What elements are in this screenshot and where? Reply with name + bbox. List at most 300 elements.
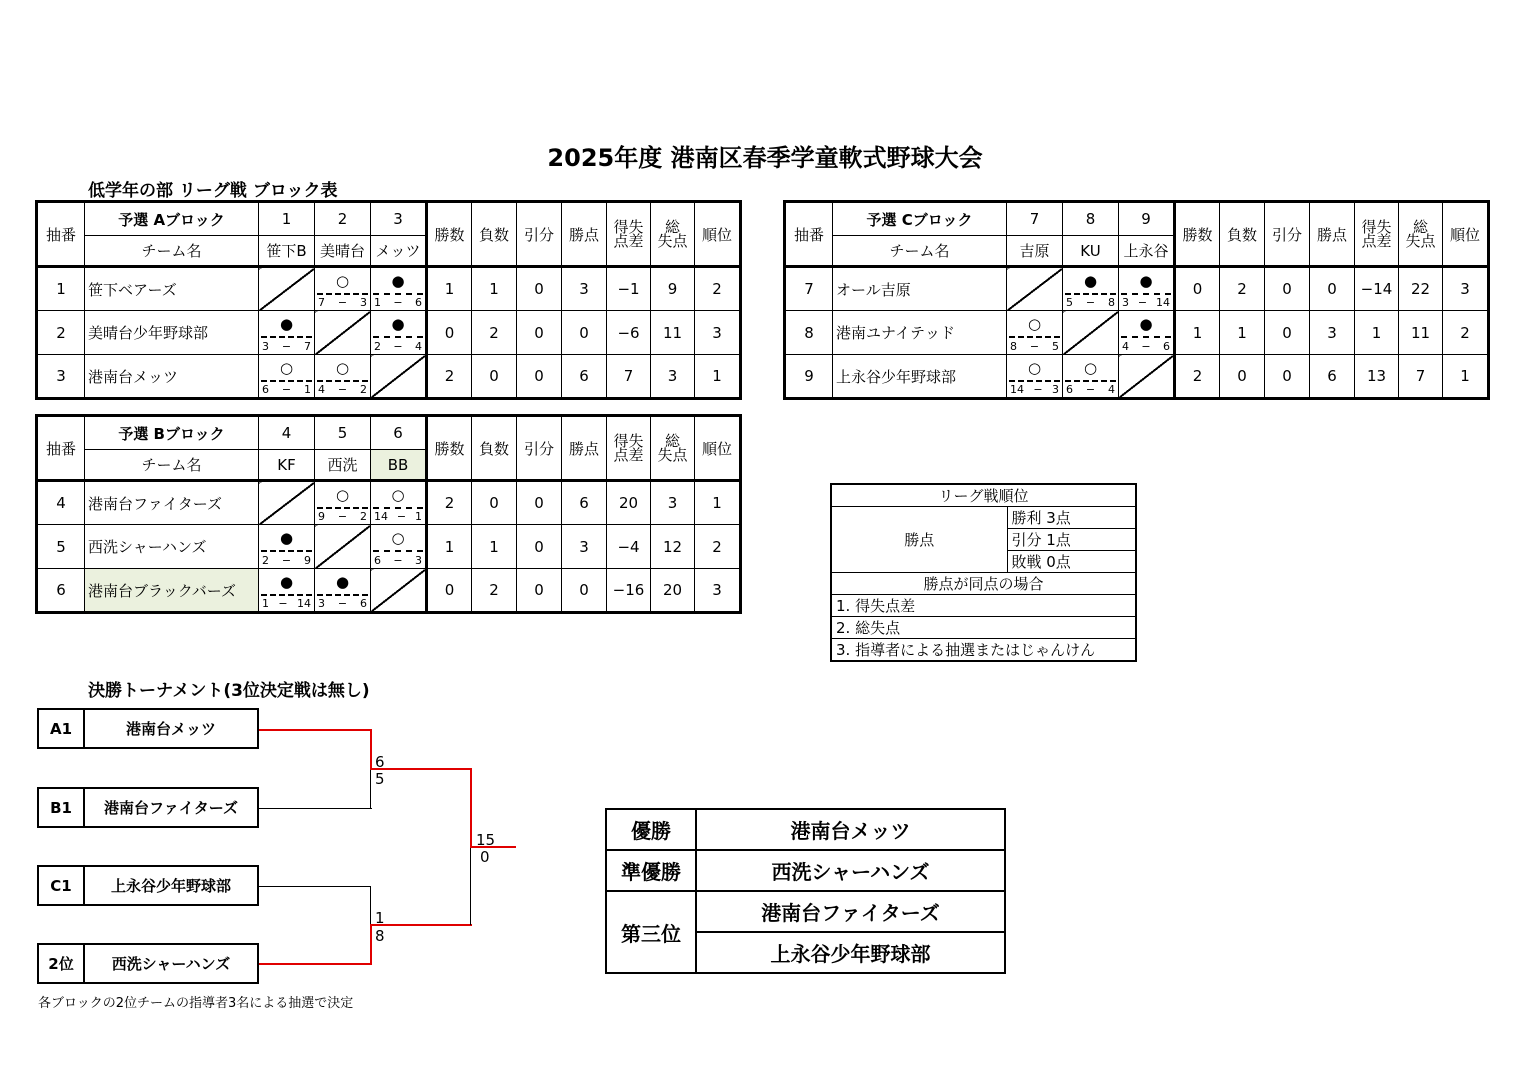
draw-number: 8 xyxy=(785,311,833,355)
rules-tie-3: 3. 指導者による抽選またはじゃんけん xyxy=(831,639,1136,662)
score-against: 3 xyxy=(415,554,422,567)
total-conceded-value: 7 xyxy=(1399,355,1443,399)
team-name: 港南ユナイテッド xyxy=(833,311,1007,355)
rules-points-label: 勝点 xyxy=(831,507,1007,573)
match-score xyxy=(374,510,422,523)
draws-value: 0 xyxy=(517,311,562,355)
match-result-cell xyxy=(1007,311,1063,355)
score-for: 2 xyxy=(262,554,269,567)
rank-header: 順位 xyxy=(695,202,741,267)
match-score xyxy=(1122,296,1170,309)
match-result-cell xyxy=(1119,267,1175,311)
block-label: 予選 Aブロック xyxy=(85,202,259,236)
match-score xyxy=(318,383,367,396)
score-for: 6 xyxy=(1066,383,1073,396)
result-mark: ○ xyxy=(391,529,405,547)
match-result-cell xyxy=(259,569,315,613)
result-divider xyxy=(261,594,312,596)
score-separator: − xyxy=(281,554,292,567)
team-name: 上永谷少年野球部 xyxy=(110,877,231,895)
final-score-bottom: 0 xyxy=(480,848,490,866)
rank-value: 3 xyxy=(1443,267,1489,311)
score-for: 3 xyxy=(1122,296,1129,309)
score-against: 5 xyxy=(1052,340,1059,353)
result-mark: ○ xyxy=(335,486,350,504)
score-for: 14 xyxy=(374,510,388,523)
final-results-table xyxy=(605,808,1006,974)
losses-value: 0 xyxy=(472,481,517,525)
rules-loss: 敗戦 0点 xyxy=(1007,551,1136,573)
champion-team: 港南台メッツ xyxy=(696,809,1005,850)
match-result-cell xyxy=(315,267,371,311)
tournament-entry xyxy=(37,865,259,906)
score-against: 3 xyxy=(360,296,367,309)
losses-value: 1 xyxy=(472,525,517,569)
semi2-score-top: 1 xyxy=(375,909,385,927)
score-for: 2 xyxy=(374,340,381,353)
score-separator: − xyxy=(1085,296,1096,309)
match-result-cell xyxy=(259,525,315,569)
match-score xyxy=(1010,383,1059,396)
match-result-cell xyxy=(371,525,427,569)
score-against: 6 xyxy=(1163,340,1170,353)
team-name: オール吉原 xyxy=(833,267,1007,311)
tournament-title: 決勝トーナメント(3位決定戦は無し) xyxy=(88,681,370,701)
match-score xyxy=(374,340,422,353)
total-conceded-value: 12 xyxy=(651,525,695,569)
score-separator: − xyxy=(1085,383,1096,396)
result-mark: ● xyxy=(279,529,294,547)
rank-value: 3 xyxy=(695,311,741,355)
draws-value: 0 xyxy=(517,355,562,399)
score-separator: − xyxy=(337,597,348,610)
draw-number: 2 xyxy=(37,311,85,355)
third-team-1: 港南台ファイターズ xyxy=(696,891,1005,932)
points-value: 3 xyxy=(562,267,607,311)
score-against: 3 xyxy=(1052,383,1059,396)
points-value: 0 xyxy=(562,569,607,613)
match-result-cell xyxy=(315,569,371,613)
wins-value: 1 xyxy=(427,267,472,311)
league-block-table xyxy=(783,200,1490,400)
rank-value: 3 xyxy=(695,569,741,613)
points-value: 3 xyxy=(1310,311,1355,355)
team-name: 西洗シャーハンズ xyxy=(111,955,231,973)
rank-value: 1 xyxy=(1443,355,1489,399)
league-block-table xyxy=(35,200,742,400)
match-result-cell xyxy=(259,311,315,355)
rank-value: 2 xyxy=(695,525,741,569)
team-row xyxy=(37,355,741,399)
result-mark: ● xyxy=(391,315,405,333)
losses-value: 2 xyxy=(472,311,517,355)
total-conceded-value: 20 xyxy=(651,569,695,613)
score-separator: − xyxy=(337,510,348,523)
result-mark: ○ xyxy=(1027,315,1042,333)
match-score xyxy=(262,383,311,396)
score-separator: − xyxy=(396,510,407,523)
score-separator: − xyxy=(1033,383,1043,396)
result-mark: ○ xyxy=(335,272,350,290)
stat-header: 負数 xyxy=(1220,202,1265,267)
result-divider xyxy=(373,336,423,338)
opponent-number: 3 xyxy=(371,202,427,236)
score-for: 7 xyxy=(318,296,325,309)
rules-win: 勝利 3点 xyxy=(1007,507,1136,529)
league-block-table xyxy=(35,414,742,614)
goal-diff-value: −16 xyxy=(607,569,651,613)
tournament-entry xyxy=(37,787,259,828)
tournament-entry xyxy=(37,708,259,749)
score-separator: − xyxy=(393,340,403,353)
draws-value: 0 xyxy=(517,267,562,311)
team-name: 港南台ファイターズ xyxy=(85,481,259,525)
score-separator: − xyxy=(281,383,292,396)
rules-draw: 引分 1点 xyxy=(1007,529,1136,551)
result-divider xyxy=(373,293,423,295)
bracket-line-winner xyxy=(259,729,372,731)
match-score xyxy=(374,554,422,567)
goal-diff-value: −14 xyxy=(1355,267,1399,311)
stat-header: 勝点 xyxy=(562,202,607,267)
goal-diff-header: 得失 点差 xyxy=(607,202,651,267)
draws-value: 0 xyxy=(517,525,562,569)
total-conceded-header: 総 失点 xyxy=(651,416,695,481)
wins-value: 1 xyxy=(427,525,472,569)
losses-value: 1 xyxy=(472,267,517,311)
bracket-line-winner xyxy=(370,768,472,770)
match-result-cell xyxy=(371,267,427,311)
result-mark: ● xyxy=(279,573,294,591)
result-divider xyxy=(1121,336,1171,338)
opponent-number: 5 xyxy=(315,416,371,450)
opponent-abbr: メッツ xyxy=(371,236,427,267)
bracket-line xyxy=(470,848,471,925)
team-name: 西洗シャーハンズ xyxy=(85,525,259,569)
result-divider xyxy=(317,380,368,382)
points-value: 6 xyxy=(1310,355,1355,399)
result-mark: ● xyxy=(1139,315,1153,333)
seed-label: B1 xyxy=(39,789,85,826)
team-row xyxy=(37,569,741,613)
losses-value: 0 xyxy=(472,355,517,399)
goal-diff-value: 20 xyxy=(607,481,651,525)
rank-value: 2 xyxy=(1443,311,1489,355)
result-mark: ● xyxy=(1083,272,1098,290)
goal-diff-value: 1 xyxy=(1355,311,1399,355)
total-conceded-header: 総 失点 xyxy=(651,202,695,267)
draw-number-header: 抽番 xyxy=(785,202,833,267)
draw-number-header: 抽番 xyxy=(37,202,85,267)
self-match-cell xyxy=(259,481,315,525)
total-conceded-value: 9 xyxy=(651,267,695,311)
result-divider xyxy=(317,594,368,596)
total-conceded-value: 22 xyxy=(1399,267,1443,311)
bracket-line-winner xyxy=(259,963,372,965)
total-conceded-header: 総 失点 xyxy=(1399,202,1443,267)
team-row xyxy=(785,355,1489,399)
losses-value: 1 xyxy=(1220,311,1265,355)
opponent-number: 6 xyxy=(371,416,427,450)
score-against: 2 xyxy=(360,383,367,396)
match-score xyxy=(1066,296,1115,309)
draws-value: 0 xyxy=(517,481,562,525)
wins-value: 0 xyxy=(1175,267,1220,311)
team-name: 上永谷少年野球部 xyxy=(833,355,1007,399)
result-divider xyxy=(1065,380,1116,382)
wins-value: 1 xyxy=(1175,311,1220,355)
match-score xyxy=(318,597,367,610)
match-score xyxy=(262,597,311,610)
result-mark: ○ xyxy=(1027,359,1042,377)
draw-number: 5 xyxy=(37,525,85,569)
match-result-cell xyxy=(315,481,371,525)
result-divider xyxy=(1009,380,1060,382)
result-mark: ○ xyxy=(391,486,405,504)
match-score xyxy=(318,510,367,523)
goal-diff-value: 13 xyxy=(1355,355,1399,399)
match-score xyxy=(262,554,311,567)
opponent-abbr: 西洗 xyxy=(315,450,371,481)
self-match-cell xyxy=(1063,311,1119,355)
rules-tie-1: 1. 得失点差 xyxy=(831,595,1136,617)
result-divider xyxy=(261,380,312,382)
team-name-header: チーム名 xyxy=(85,236,259,267)
score-separator: − xyxy=(281,340,292,353)
page-title: 2025年度 港南区春季学童軟式野球大会 xyxy=(547,144,983,172)
wins-value: 2 xyxy=(427,355,472,399)
runnerup-label: 準優勝 xyxy=(606,850,696,891)
draw-number: 7 xyxy=(785,267,833,311)
stat-header: 勝数 xyxy=(427,202,472,267)
score-against: 8 xyxy=(1108,296,1115,309)
stat-header: 引分 xyxy=(517,202,562,267)
tournament-entry xyxy=(37,943,259,984)
draws-value: 0 xyxy=(1265,355,1310,399)
team-name: 港南台ブラックバーズ xyxy=(85,569,259,613)
points-value: 3 xyxy=(562,525,607,569)
runnerup-team: 西洗シャーハンズ xyxy=(696,850,1005,891)
match-score xyxy=(1122,340,1170,353)
score-separator: − xyxy=(393,296,403,309)
draws-value: 0 xyxy=(517,569,562,613)
match-result-cell xyxy=(1007,355,1063,399)
wins-value: 0 xyxy=(427,569,472,613)
result-divider xyxy=(261,550,312,552)
seed-label: C1 xyxy=(39,867,85,904)
third-team-2: 上永谷少年野球部 xyxy=(696,932,1005,973)
result-divider xyxy=(317,293,368,295)
stat-header: 負数 xyxy=(472,416,517,481)
score-separator: − xyxy=(1029,340,1040,353)
score-for: 4 xyxy=(1122,340,1129,353)
opponent-abbr: 上永谷 xyxy=(1119,236,1175,267)
block-label: 予選 Bブロック xyxy=(85,416,259,450)
goal-diff-header: 得失 点差 xyxy=(1355,202,1399,267)
score-for: 1 xyxy=(262,597,269,610)
score-for: 5 xyxy=(1066,296,1073,309)
opponent-number: 9 xyxy=(1119,202,1175,236)
points-value: 0 xyxy=(1310,267,1355,311)
draw-number-header: 抽番 xyxy=(37,416,85,481)
champion-label: 優勝 xyxy=(606,809,696,850)
opponent-number: 1 xyxy=(259,202,315,236)
match-score xyxy=(1010,340,1059,353)
rules-tie-2: 2. 総失点 xyxy=(831,617,1136,639)
score-for: 4 xyxy=(318,383,325,396)
result-divider xyxy=(1009,336,1060,338)
stat-header: 勝点 xyxy=(562,416,607,481)
stat-header: 引分 xyxy=(1265,202,1310,267)
team-row xyxy=(37,525,741,569)
bracket-line xyxy=(259,808,372,809)
result-divider xyxy=(317,507,368,509)
draw-number: 4 xyxy=(37,481,85,525)
score-separator: − xyxy=(278,597,288,610)
match-result-cell xyxy=(1063,355,1119,399)
draw-number: 3 xyxy=(37,355,85,399)
goal-diff-header: 得失 点差 xyxy=(607,416,651,481)
stat-header: 負数 xyxy=(472,202,517,267)
score-separator: − xyxy=(1141,340,1151,353)
losses-value: 2 xyxy=(472,569,517,613)
self-match-cell xyxy=(1007,267,1063,311)
self-match-cell xyxy=(259,267,315,311)
match-score xyxy=(1066,383,1115,396)
bracket-line-winner xyxy=(370,925,372,965)
self-match-cell xyxy=(315,311,371,355)
draws-value: 0 xyxy=(1265,311,1310,355)
result-divider xyxy=(1121,293,1171,295)
score-against: 6 xyxy=(360,597,367,610)
match-result-cell xyxy=(259,355,315,399)
total-conceded-value: 11 xyxy=(1399,311,1443,355)
result-mark: ● xyxy=(391,272,405,290)
result-mark: ● xyxy=(335,573,350,591)
result-divider xyxy=(373,507,423,509)
semi1-score-top: 6 xyxy=(375,753,385,771)
rank-value: 2 xyxy=(695,267,741,311)
score-against: 1 xyxy=(415,510,422,523)
semi1-score-bottom: 5 xyxy=(375,770,385,788)
bracket-line-winner xyxy=(370,924,472,926)
opponent-abbr: BB xyxy=(371,450,427,481)
team-name: 港南台メッツ xyxy=(125,720,216,738)
match-result-cell xyxy=(371,481,427,525)
result-divider xyxy=(1065,293,1116,295)
opponent-abbr: KF xyxy=(259,450,315,481)
result-mark: ○ xyxy=(1083,359,1098,377)
score-against: 7 xyxy=(304,340,311,353)
rules-title: リーグ戦順位 xyxy=(831,484,1136,507)
match-result-cell xyxy=(1063,267,1119,311)
goal-diff-value: −1 xyxy=(607,267,651,311)
points-value: 0 xyxy=(562,311,607,355)
semi2-score-bottom: 8 xyxy=(375,927,385,945)
team-name: 笹下ベアーズ xyxy=(85,267,259,311)
points-value: 6 xyxy=(562,355,607,399)
score-separator: − xyxy=(337,383,348,396)
total-conceded-value: 3 xyxy=(651,481,695,525)
team-row xyxy=(785,267,1489,311)
self-match-cell xyxy=(1119,355,1175,399)
opponent-number: 7 xyxy=(1007,202,1063,236)
bracket-line xyxy=(370,770,371,809)
rules-tie-title: 勝点が同点の場合 xyxy=(831,573,1136,595)
rank-value: 1 xyxy=(695,481,741,525)
points-value: 6 xyxy=(562,481,607,525)
losses-value: 0 xyxy=(1220,355,1265,399)
score-against: 4 xyxy=(415,340,422,353)
score-against: 6 xyxy=(415,296,422,309)
ranking-rules-table xyxy=(830,483,1137,662)
wins-value: 2 xyxy=(1175,355,1220,399)
score-separator: − xyxy=(393,554,403,567)
seed-label: 2位 xyxy=(39,945,85,982)
team-name: 港南台ファイターズ xyxy=(104,799,238,817)
stat-header: 勝点 xyxy=(1310,202,1355,267)
result-divider xyxy=(261,336,312,338)
score-for: 6 xyxy=(262,383,269,396)
draws-value: 0 xyxy=(1265,267,1310,311)
team-name-header: チーム名 xyxy=(833,236,1007,267)
wins-value: 0 xyxy=(427,311,472,355)
score-against: 1 xyxy=(304,383,311,396)
team-name: 美晴台少年野球部 xyxy=(85,311,259,355)
self-match-cell xyxy=(371,355,427,399)
tournament-note: 各ブロックの2位チームの指導者3名による抽選で決定 xyxy=(38,996,354,1011)
bracket-line xyxy=(370,886,371,926)
team-row xyxy=(785,311,1489,355)
score-against: 14 xyxy=(297,597,311,610)
opponent-number: 8 xyxy=(1063,202,1119,236)
bracket-line-winner xyxy=(370,729,372,770)
score-for: 3 xyxy=(318,597,325,610)
opponent-abbr: 吉原 xyxy=(1007,236,1063,267)
stat-header: 勝数 xyxy=(1175,202,1220,267)
score-for: 8 xyxy=(1010,340,1017,353)
goal-diff-value: −4 xyxy=(607,525,651,569)
losses-value: 2 xyxy=(1220,267,1265,311)
rank-value: 1 xyxy=(695,355,741,399)
opponent-abbr: 笹下B xyxy=(259,236,315,267)
match-score xyxy=(318,296,367,309)
final-score-top: 15 xyxy=(476,831,496,849)
rank-header: 順位 xyxy=(1443,202,1489,267)
score-for: 14 xyxy=(1010,383,1024,396)
opponent-abbr: 美晴台 xyxy=(315,236,371,267)
match-result-cell xyxy=(315,355,371,399)
goal-diff-value: 7 xyxy=(607,355,651,399)
match-score xyxy=(374,296,422,309)
opponent-number: 4 xyxy=(259,416,315,450)
bracket-line-winner xyxy=(470,768,472,848)
self-match-cell xyxy=(315,525,371,569)
draw-number: 6 xyxy=(37,569,85,613)
third-label: 第三位 xyxy=(606,891,696,973)
rank-header: 順位 xyxy=(695,416,741,481)
goal-diff-value: −6 xyxy=(607,311,651,355)
stat-header: 勝数 xyxy=(427,416,472,481)
result-divider xyxy=(373,550,423,552)
result-mark: ● xyxy=(1139,272,1153,290)
match-score xyxy=(262,340,311,353)
result-mark: ○ xyxy=(279,359,294,377)
opponent-abbr: KU xyxy=(1063,236,1119,267)
score-for: 3 xyxy=(262,340,269,353)
score-separator: − xyxy=(1137,296,1148,309)
team-row xyxy=(37,267,741,311)
